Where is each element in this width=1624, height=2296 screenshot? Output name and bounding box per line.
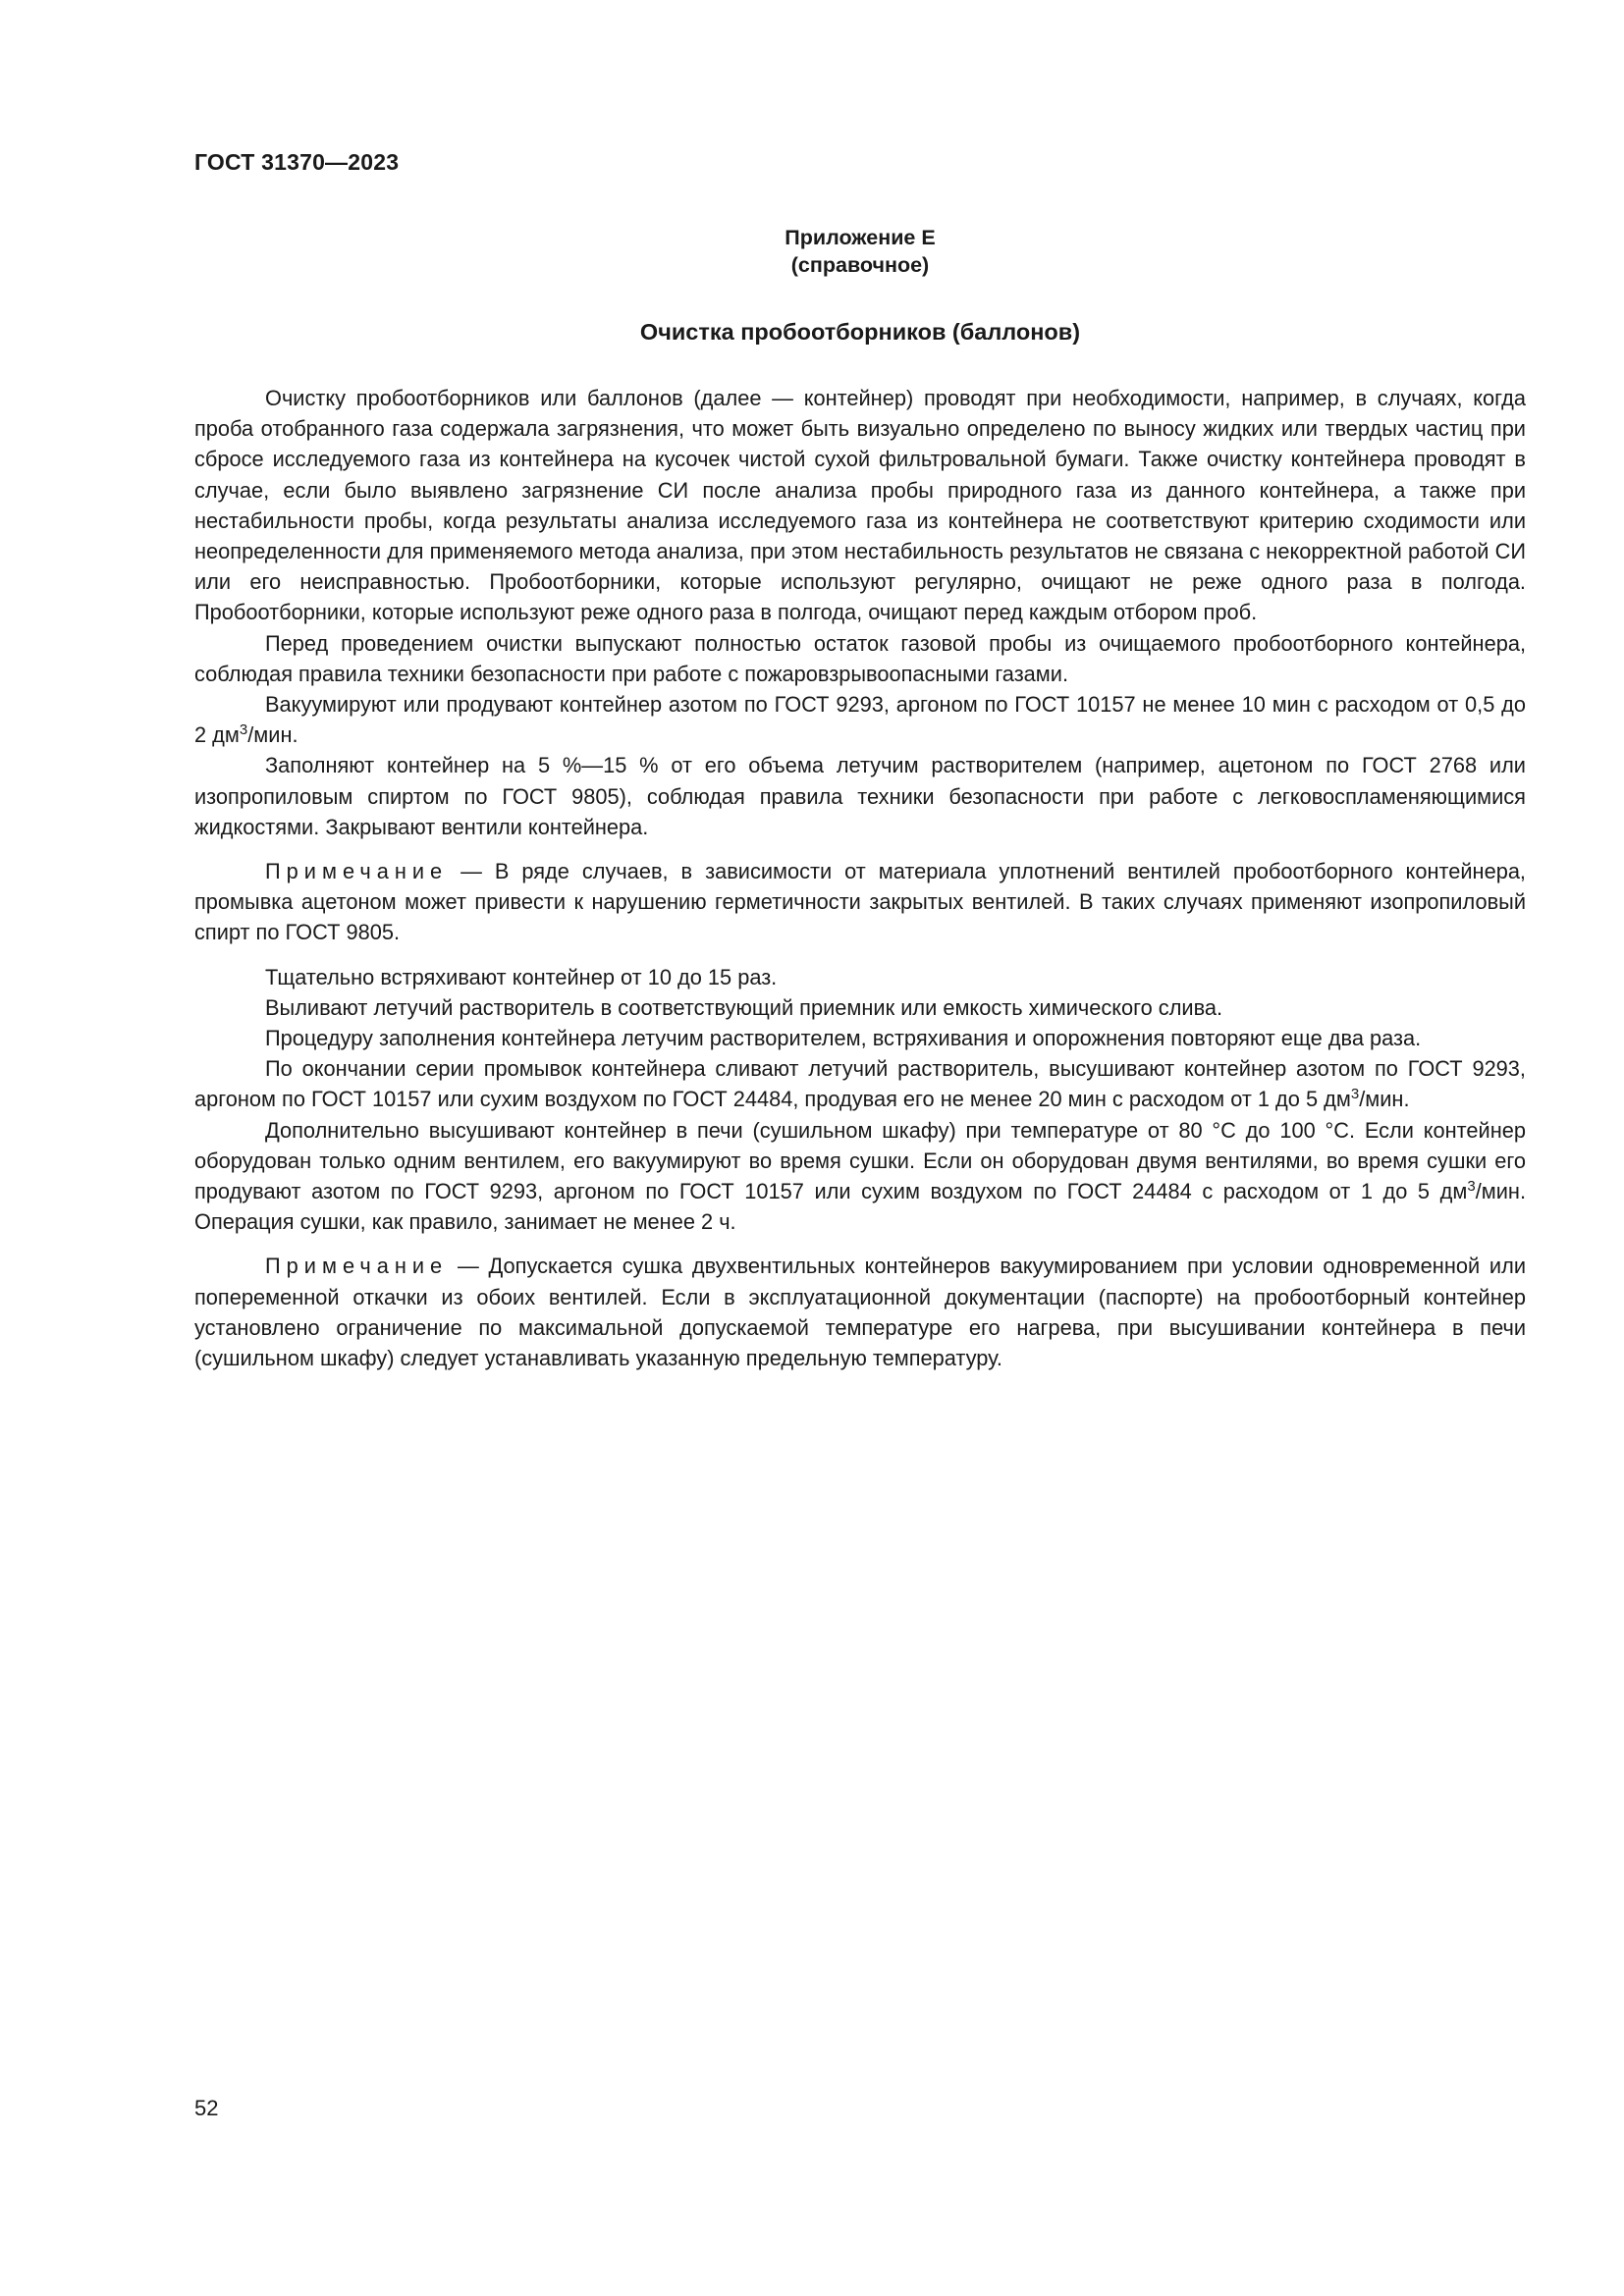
note-drying — [194, 1251, 1526, 1373]
paragraph-release-gas: Перед проведением очистки выпускают полностью остаток газовой пробы из очищаемого пробоотборного контейнера, соблюдая правила техники безопасности при работе с пожаровзрывоопасными газами. — [194, 630, 1526, 686]
section-title: Очистка пробоотборников (баллонов) — [639, 319, 1081, 345]
paragraph-oven-dry — [194, 1115, 1526, 1238]
paragraph-shake: Тщательно встряхивают контейнер от 10 до 15 раз. — [265, 964, 778, 989]
text-run: /мин. — [247, 722, 298, 748]
text-run: /мин. Операция сушки, как правило, занимает не менее 2 ч. — [194, 1179, 1526, 1235]
text-run: По окончании серии промывок контейнера сливают летучий растворитель, высушивают контейнер азотом по ГОСТ 9293, аргоном по ГОСТ 10157 или сухим воздухом по ГОСТ 24484, продувая его не менее 20 мин с расходом от 1 до 5 дм — [194, 1056, 1526, 1112]
note-text: — Допускается сушка двухвентильных контейнеров вакуумированием при условии одновременной или попеременной откачки из обоих вентилей. Если в эксплуатационной документации (паспорте) на пробоотборный контейнер установлено ограничение по максимальной допускаемой температуре его нагрева, при высушивании контейнера в печи (сушильном шкафу) следует устанавливать указанную предельную температуру. — [194, 1254, 1526, 1371]
superscript: 3 — [1467, 1178, 1476, 1196]
paragraph-drain: Выливают летучий растворитель в соответствующий приемник или емкость химического слива. — [265, 994, 1223, 1020]
paragraph-cleaning-conditions: Очистку пробоотборников или баллонов (далее — контейнер) проводят при необходимости, например, в случаях, когда проба отобранного газа содержала загрязнения, что может быть визуально определено по выносу жидких или твердых частиц при сбросе исследуемого газа из контейнера на кусочек чистой сухой фильтровальной бумаги. Также очистку контейнера проводят в случае, если было выявлено загрязнение СИ после анализа пробы природного газа из данного контейнера, а также при нестабильности пробы, когда результаты анализа исследуемого газа из контейнера не соответствуют критерию сходимости или неопределенности для применяемого метода анализа, при этом нестабильность результатов не связана с некорректной работой СИ или его неисправностью. Пробоотборники, которые используют регулярно, очищают не реже одного раза в полгода. Пробоотборники, которые используют реже одного раза в полгода, очищают перед каждым отбором проб. — [194, 386, 1526, 625]
body-text — [194, 383, 1526, 1387]
paragraph-dry-nitrogen — [194, 1053, 1526, 1114]
superscript: 3 — [1350, 1086, 1360, 1103]
paragraph-repeat: Процедуру заполнения контейнера летучим растворителем, встряхивания и опорожнения повторяют еще два раза. — [265, 1026, 1422, 1051]
superscript: 3 — [239, 721, 248, 739]
note-label: Примечание — [265, 1254, 449, 1279]
note-label: Примечание — [265, 859, 449, 884]
appendix-type: (справочное) — [790, 253, 930, 277]
text-run: Дополнительно высушивают контейнер в печи (сушильном шкафу) при температуре от 80 °С до 100 °С. Если контейнер оборудован только одним вентилем, его вакуумируют во время сушки. Если он оборудован двумя вентилями, во время сушки его продувают азотом по ГОСТ 9293, аргоном по ГОСТ 10157 или сухим воздухом по ГОСТ 24484 с расходом от 1 до 5 дм — [194, 1117, 1526, 1204]
text-run: /мин. — [1359, 1087, 1410, 1112]
note-acetone — [194, 856, 1526, 948]
paragraph-fill-solvent: Заполняют контейнер на 5 %—15 % от его объема летучим растворителем (например, ацетоном по ГОСТ 2768 или изопропиловым спиртом по ГОСТ 9805), соблюдая правила техники безопасности при работе с легковоспламеняющимися жидкостями. Закрывают вентили контейнера. — [194, 753, 1526, 839]
note-text: — В ряде случаев, в зависимости от материала уплотнений вентилей пробоотборного контейнера, промывка ацетоном может привести к нарушению герметичности закрытых вентилей. В таких случаях применяют изопропиловый спирт по ГОСТ 9805. — [194, 859, 1526, 945]
document-code: ГОСТ 31370—2023 — [194, 149, 400, 175]
page-number: 52 — [194, 2096, 219, 2120]
appendix-title: Приложение Е — [785, 226, 936, 249]
text-run: Вакуумируют или продувают контейнер азотом по ГОСТ 9293, аргоном по ГОСТ 10157 не менее 10 мин с расходом от 0,5 до 2 дм — [194, 692, 1526, 748]
appendix-heading — [194, 224, 1526, 279]
paragraph-vacuum-purge — [194, 689, 1526, 750]
